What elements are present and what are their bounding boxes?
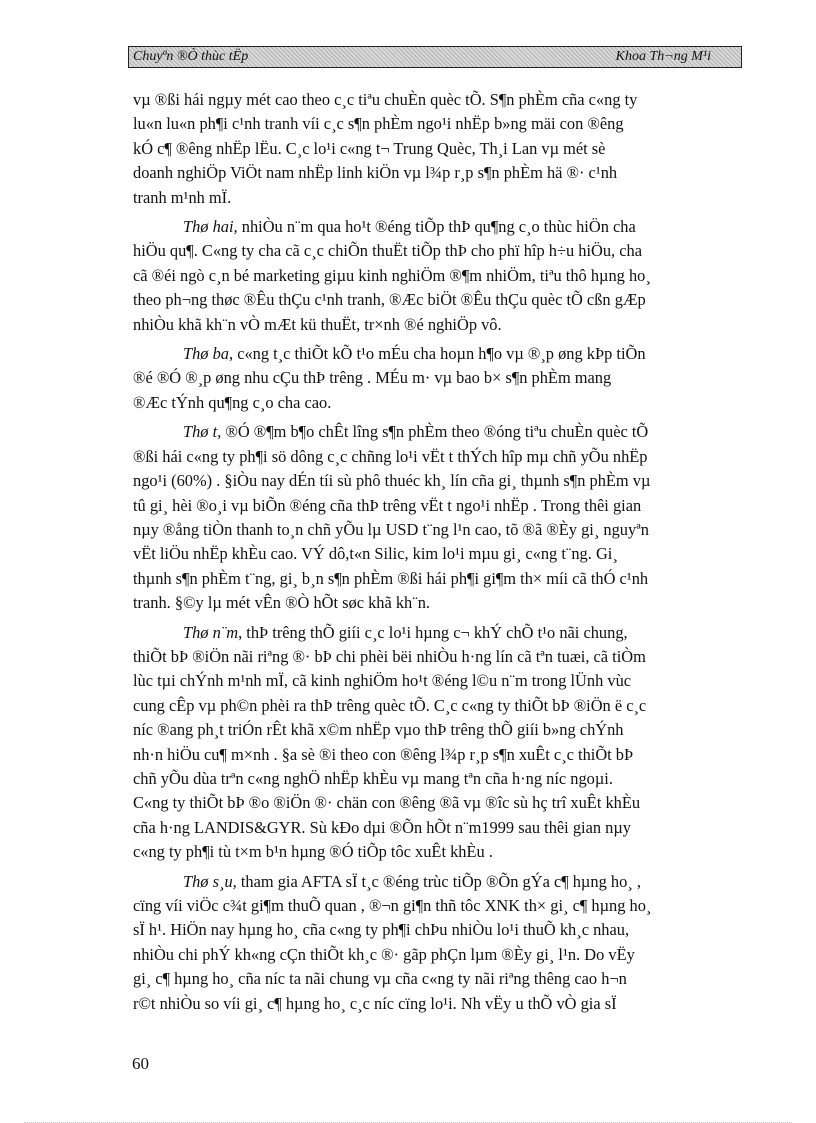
- text-line: cïng víi viÖc c¾t gi¶m thuÕ quan , ®¬n gi¶n thñ tôc XNK th× gi¸ c¶ hµng ho¸: [133, 896, 652, 915]
- text-line: ngo¹i (60%) . §iÒu nay dÉn tíi sù phô thuéc kh¸ lín cña gi¸ thµnh s¶n phÈm vµ: [133, 471, 651, 491]
- text-line-rest: , c«ng t¸c thiÕt kÕ t¹o mÉu cha hoµn h¶o vµ ®¸p øng kÞp tiÕn: [229, 344, 646, 364]
- text-line: thiÕt bÞ ®iÖn nãi riªng ®· bÞ chi phèi bëi nhiÒu h·ng lín cã tªn tuæi, cã tiÒm: [133, 646, 646, 666]
- paragraph: [133, 215, 742, 337]
- text-line: nh·n hiÖu cu¶ m×nh . §a sè ®i theo con ®êng l¾p r¸p s¶n xuÊt c¸c thiÕt bÞ: [133, 744, 634, 764]
- paragraph-lead: Thø s¸u,: [183, 871, 237, 891]
- text-line: vËt liÖu nhËp khÈu cao. VÝ dô,t«n Silic, kim lo¹i mµu gi¸ c«ng t¨ng. Gi¸: [133, 544, 618, 564]
- text-line: lùc tµi chÝnh m¹nh mÏ, cã kinh nghiÖm ho¹t ®éng l©u n¨m trong lÜnh vùc: [133, 671, 632, 691]
- text-line: tranh m¹nh mÏ.: [133, 187, 232, 207]
- text-line: lu«n lu«n ph¶i c¹nh tranh víi c¸c s¶n phÈm ngo¹i nhËp b»ng mäi con ®êng: [133, 114, 624, 134]
- text-line: c«ng ty ph¶i tù t×m b¹n hµng ®Ó tiÕp tôc xuÊt khÈu .: [133, 842, 493, 862]
- text-line: cã ®éi ngò c¸n bé marketing giµu kinh nghiÖm ®¶m nhiÖm, tiªu thô hµng ho¸: [133, 265, 651, 285]
- text-line: theo ph¬ng thøc ®Êu thÇu c¹nh tranh, ®Æc biÖt ®Êu thÇu quèc tÕ cßn gÆp: [133, 290, 646, 310]
- text-line: ®ßi hái c«ng ty ph¶i sö dông c¸c chñng lo¹i vËt t thÝch hîp mµ chñ yÕu nhËp: [133, 446, 648, 466]
- text-line: doanh nghiÖp ViÖt nam nhËp linh kiÖn vµ l¾p r¸p s¶n phÈm hä ®· c¹nh: [133, 163, 618, 183]
- text-line: hiÖu qu¶. C«ng ty cha cã c¸c chiÕn thuËt tiÕp thÞ cho phï hîp h÷u hiÖu, cha: [133, 241, 642, 261]
- page-number: 60: [132, 1054, 149, 1073]
- paragraph: [133, 870, 742, 1016]
- text-line: [133, 342, 742, 366]
- text-line: ®Æc tÝnh qu¶ng c¸o cha cao.: [133, 392, 332, 412]
- paragraph: [133, 420, 742, 615]
- paragraph: [133, 88, 742, 210]
- text-line-rest: nhiÒu n¨m qua ho¹t ®éng tiÕp thÞ qu¶ng c¸o thùc hiÖn cha: [237, 217, 636, 237]
- text-line: [133, 215, 742, 239]
- body-text: [133, 88, 742, 1021]
- paragraph-lead: Thø t,: [183, 422, 222, 442]
- text-line: vµ ®ßi hái ngµy mét cao theo c¸c tiªu chuÈn quèc tÕ. S¶n phÈm cña c«ng ty: [133, 90, 638, 109]
- running-header: [128, 46, 742, 68]
- text-line: ®é ®Ó ®¸p øng nhu cÇu thÞ trêng . MÉu m· vµ bao b× s¶n phÈm mang: [133, 368, 612, 388]
- text-line-rest: tham gia AFTA sÏ t¸c ®éng trùc tiÕp ®Õn gÝa c¶ hµng ho¸ ,: [236, 871, 641, 891]
- paragraph-lead: Thø ba: [183, 344, 229, 364]
- text-line: kÓ c¶ ®êng nhËp lËu. C¸c lo¹i c«ng t¬ Trung Quèc, Th¸i Lan vµ mét sè: [133, 138, 606, 158]
- text-line: chñ yÕu dùa trªn c«ng nghÖ nhËp khÈu vµ mang tªn cña h·ng níc ngoµi.: [133, 768, 613, 788]
- text-line-rest: , thÞ trêng thÕ giíi c¸c lo¹i hµng c¬ khÝ chÕ t¹o nãi chung,: [238, 622, 628, 642]
- paragraph-lead: Thø hai,: [183, 217, 238, 237]
- text-line: [133, 621, 742, 645]
- text-line: cung cÊp vµ ph©n phèi ra thÞ trêng quèc tÕ. C¸c c«ng ty thiÕt bÞ ®iÖn ë c¸c: [133, 695, 647, 715]
- text-line: nµy ®ång tiÒn thanh to¸n chñ yÕu lµ USD t¨ng l¹n cao, tõ ®ã ®Èy gi¸ nguyªn: [133, 519, 649, 539]
- header-faculty-name: Khoa Th¬ng M¹i: [615, 49, 711, 64]
- text-line: tranh. §©y lµ mét vÊn ®Ò hÕt søc khã kh¨n.: [133, 593, 431, 613]
- text-line: r©t nhiÒu so víi gi¸ c¶ hµng ho¸ c¸c níc cïng lo¹i. Nh vËy u thÕ vÒ gia sÏ: [133, 993, 617, 1013]
- text-line: C«ng ty thiÕt bÞ ®o ®iÖn ®· chän con ®êng ®ã vµ ®îc sù hç trî xuÊt khÈu: [133, 793, 641, 813]
- text-line: cña h·ng LANDIS&GYR. Sù kÐo dµi ®Õn hÕt n¨m1999 sau thêi gian nµy: [133, 817, 631, 837]
- text-line: [133, 420, 742, 444]
- text-line: thµnh s¶n phÈm t¨ng, gi¸ b¸n s¶n phÈm ®ßi hái ph¶i gi¶m th× míi cã thÓ c¹nh: [133, 568, 649, 588]
- paragraph: [133, 621, 742, 865]
- paragraph: [133, 342, 742, 415]
- text-line: sÏ h¹. HiÖn nay hµng ho¸ cña c«ng ty ph¶i chÞu nhiÒu lo¹i thuÕ kh¸c nhau,: [133, 920, 630, 940]
- text-line: nhiÒu chi phÝ kh«ng cÇn thiÕt kh¸c ®· gãp phÇn lµm ®Èy gi¸ l¹n. Do vËy: [133, 944, 635, 964]
- text-line: [133, 870, 742, 894]
- text-line: tû gi¸ hèi ®o¸i vµ biÕn ®éng cña thÞ trêng vËt t ngo¹i nhËp . Trong thêi gian: [133, 495, 642, 515]
- text-line: gi¸ c¶ hµng ho¸ cña níc ta nãi chung vµ cña c«ng ty nãi riªng thêng cao h¬n: [133, 969, 627, 989]
- text-line: nhiÒu khã kh¨n vÒ mÆt kü thuËt, tr×nh ®é nghiÖp vô.: [133, 314, 502, 334]
- header-chapter-title: Chuyªn ®Ò thùc tËp: [133, 49, 249, 64]
- paragraph-lead: Thø n¨m: [183, 622, 239, 642]
- text-line-rest: ®Ó ®¶m b¶o chÊt lîng s¶n phÈm theo ®óng tiªu chuÈn quèc tÕ: [221, 422, 649, 442]
- text-line: níc ®ang ph¸t triÓn rÊt khã x©m nhËp vµo thÞ trêng thÕ giíi b»ng chÝnh: [133, 720, 624, 740]
